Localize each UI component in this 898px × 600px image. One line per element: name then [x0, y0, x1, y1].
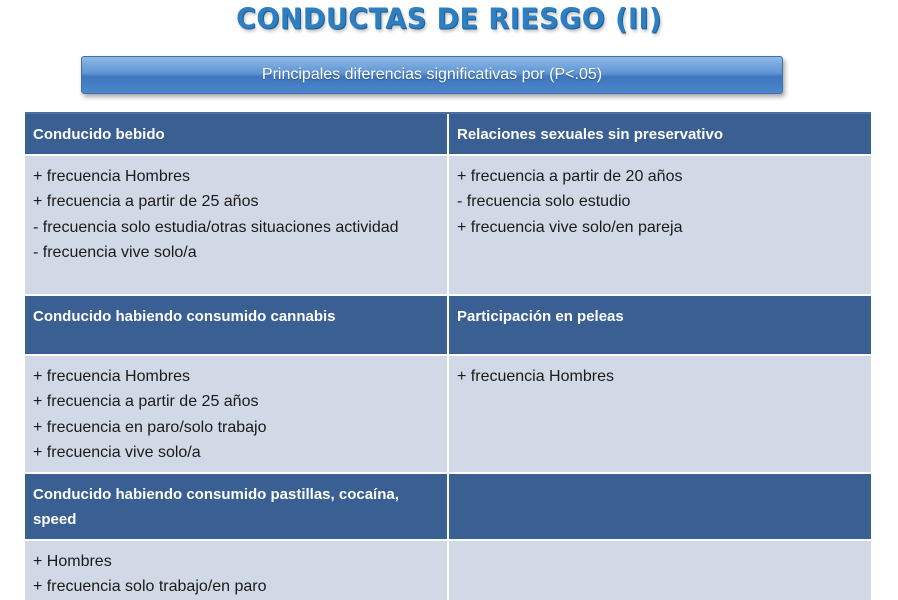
header-cell-cannabis-driving: Conducido habiendo consumido cannabis — [25, 295, 448, 355]
risk-behaviour-table — [25, 112, 871, 600]
table-cell — [25, 155, 448, 295]
list-item: + frecuencia Hombres — [33, 367, 190, 385]
table-row — [25, 355, 871, 473]
table-cell — [448, 155, 871, 295]
table-header-row — [25, 113, 871, 155]
subtitle-banner — [81, 56, 783, 94]
list-item: + frecuencia en paro/solo trabajo — [33, 418, 267, 436]
header-cell-unprotected-sex: Relaciones sexuales sin preservativo — [448, 113, 871, 155]
page-title: CONDUCTAS DE RIESGO (II) — [236, 3, 662, 36]
table-cell — [25, 540, 448, 600]
header-cell-empty — [448, 473, 871, 540]
list-item: + Hombres — [33, 552, 112, 570]
header-cell-pills-driving: Conducido habiendo consumido pastillas, cocaína, speed — [25, 473, 448, 540]
table-header-row — [25, 295, 871, 355]
header-cell-drunk-driving: Conducido bebido — [25, 113, 448, 155]
list-item: - frecuencia solo estudia/otras situaciones actividad — [33, 218, 399, 236]
table-cell — [448, 355, 871, 473]
table-cell — [25, 355, 448, 473]
list-item: - frecuencia solo estudio — [457, 193, 631, 210]
table-row — [25, 540, 871, 600]
subtitle-text: Principales diferencias significativas por (P<.05) — [261, 66, 603, 83]
list-item: - frecuencia vive solo/a — [33, 244, 197, 261]
list-item: + frecuencia solo trabajo/en paro — [33, 578, 267, 595]
list-item: + frecuencia Hombres — [33, 167, 190, 185]
list-item: + frecuencia a partir de 25 años — [33, 193, 259, 210]
list-item: + frecuencia vive solo/a — [33, 444, 201, 461]
list-item: + frecuencia vive solo/en pareja — [457, 218, 683, 236]
header-cell-fights: Participación en peleas — [448, 295, 871, 355]
list-item: + frecuencia a partir de 20 años — [457, 167, 683, 185]
list-item: + frecuencia a partir de 25 años — [33, 393, 259, 410]
list-item: + frecuencia Hombres — [457, 367, 614, 385]
table-header-row — [25, 473, 871, 540]
table-row — [25, 155, 871, 295]
table-cell — [448, 540, 871, 600]
